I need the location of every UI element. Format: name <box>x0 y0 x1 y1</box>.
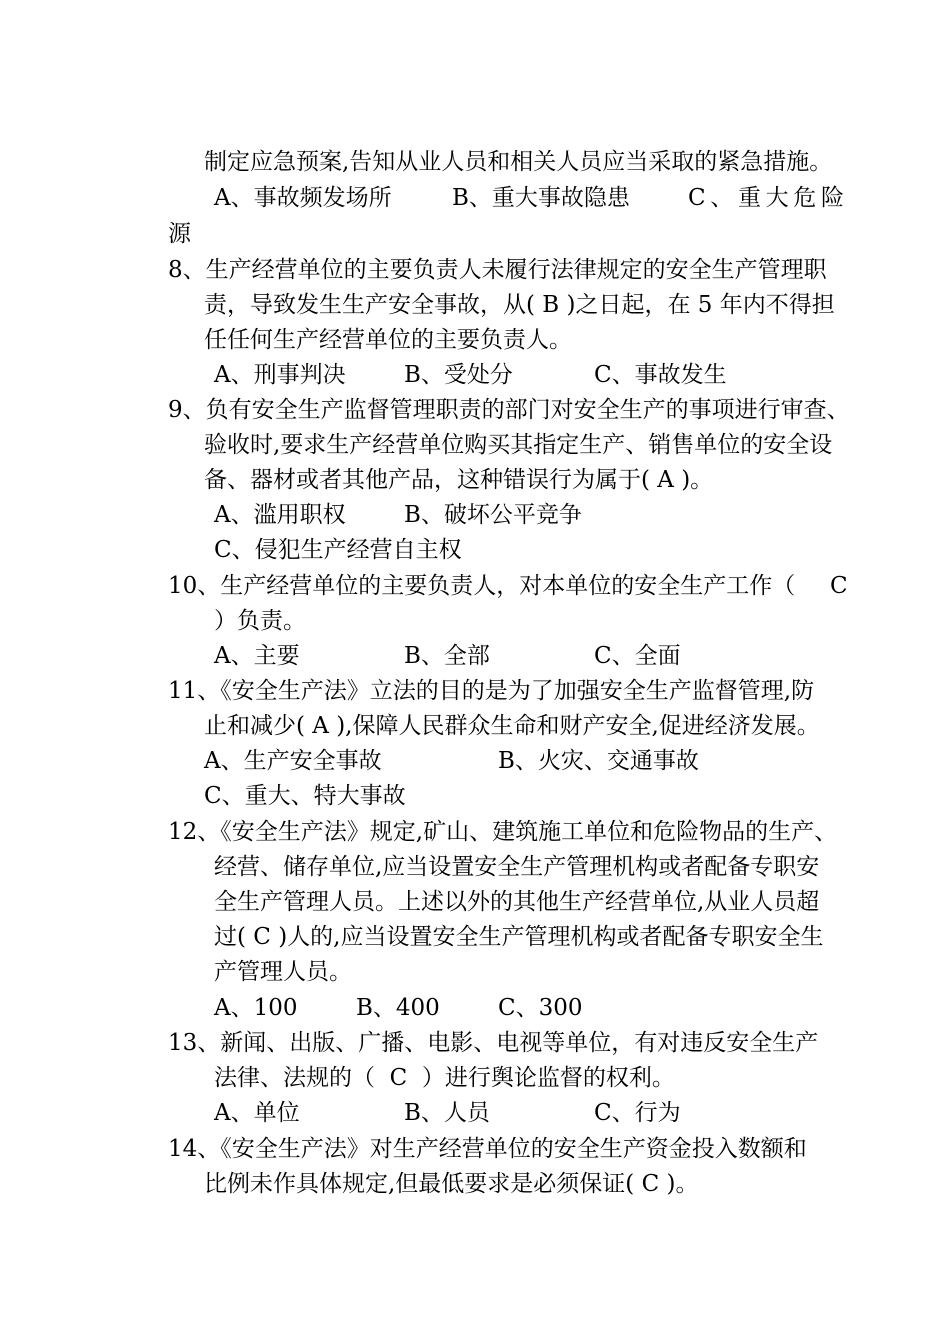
intro-option-c-char: 、 <box>710 185 734 211</box>
intro-option-c <box>688 180 844 216</box>
q9-option-c: C、侵犯生产经营自主权 <box>214 537 462 563</box>
intro-option-c-char: 危 <box>793 185 817 211</box>
intro-option-c-tail: 源 <box>168 221 191 247</box>
q10-answer: C <box>830 573 848 599</box>
q9-option-b: B、破坏公平竞争 <box>404 502 582 528</box>
q8-option-b: B、受处分 <box>404 362 513 388</box>
q10-option-b: B、全部 <box>404 643 490 669</box>
q12-line-4: 过( C )人的,应当设置安全生产管理机构或者配备专职安全生 <box>214 924 824 950</box>
q9-line-1: 9、负有安全生产监督管理职责的部门对安全生产的事项进行审查、 <box>168 397 850 423</box>
q12-option-a: A、100 <box>214 995 298 1021</box>
q8-option-c: C、事故发生 <box>594 362 727 388</box>
intro-option-c-char: 重 <box>737 185 761 211</box>
q8-line-1: 8、生产经营单位的主要负责人未履行法律规定的安全生产管理职 <box>168 257 827 283</box>
q12-line-3: 全生产管理人员。上述以外的其他生产经营单位,从业人员超 <box>214 889 820 915</box>
q13-option-a: A、单位 <box>214 1100 300 1126</box>
q10-line-2: ）负责。 <box>214 608 306 634</box>
intro-option-c-char: 险 <box>820 185 844 211</box>
q8-line-3: 任任何生产经营单位的主要负责人。 <box>204 327 572 353</box>
q12-line-1: 12、《安全生产法》规定,矿山、建筑施工单位和危险物品的生产、 <box>168 819 838 845</box>
q11-line-1: 11、《安全生产法》立法的目的是为了加强安全生产监督管理,防 <box>168 678 815 704</box>
q11-option-b: B、火灾、交通事故 <box>498 748 699 774</box>
q10-option-a: A、主要 <box>214 643 300 669</box>
q10-option-c: C、全面 <box>594 643 681 669</box>
q10-line-1: 10、生产经营单位的主要负责人，对本单位的安全生产工作（ <box>168 573 796 599</box>
q13-line-2: 法律、法规的（ C ）进行舆论监督的权利。 <box>214 1065 675 1091</box>
q14-line-2: 比例未作具体规定,但最低要求是必须保证( C )。 <box>204 1171 699 1197</box>
q12-option-c: C、300 <box>498 995 583 1021</box>
q13-option-c: C、行为 <box>594 1100 681 1126</box>
intro-option-b: B、重大事故隐患 <box>452 185 630 211</box>
q13-line-1: 13、新闻、出版、广播、电影、电视等单位，有对违反安全生产 <box>168 1030 819 1056</box>
q11-line-2: 止和减少( A ),保障人民群众生命和财产安全,促进经济发展。 <box>204 713 820 739</box>
q12-option-b: B、400 <box>356 995 440 1021</box>
q11-option-a: A、生产安全事故 <box>204 748 382 774</box>
intro-option-c-char: 大 <box>765 185 789 211</box>
q8-option-a: A、刑事判决 <box>214 362 346 388</box>
q11-option-c: C、重大、特大事故 <box>204 783 406 809</box>
intro-option-c-char: C <box>688 185 706 211</box>
intro-option-a: A、事故频发场所 <box>214 185 392 211</box>
q9-line-3: 备、器材或者其他产品，这种错误行为属于( A )。 <box>204 467 714 493</box>
q12-line-5: 产管理人员。 <box>214 959 352 985</box>
q8-line-2: 责，导致发生生产安全事故，从( B )之日起，在 5 年内不得担 <box>204 292 835 318</box>
q14-line-1: 14、《安全生产法》对生产经营单位的安全生产资金投入数额和 <box>168 1136 807 1162</box>
q12-line-2: 经营、储存单位,应当设置安全生产管理机构或者配备专职安 <box>214 854 820 880</box>
intro-line: 制定应急预案,告知从业人员和相关人员应当采取的紧急措施。 <box>204 149 833 175</box>
q9-line-2: 验收时,要求生产经营单位购买其指定生产、销售单位的安全设 <box>204 432 833 458</box>
q13-option-b: B、人员 <box>404 1100 490 1126</box>
q9-option-a: A、滥用职权 <box>214 502 346 528</box>
